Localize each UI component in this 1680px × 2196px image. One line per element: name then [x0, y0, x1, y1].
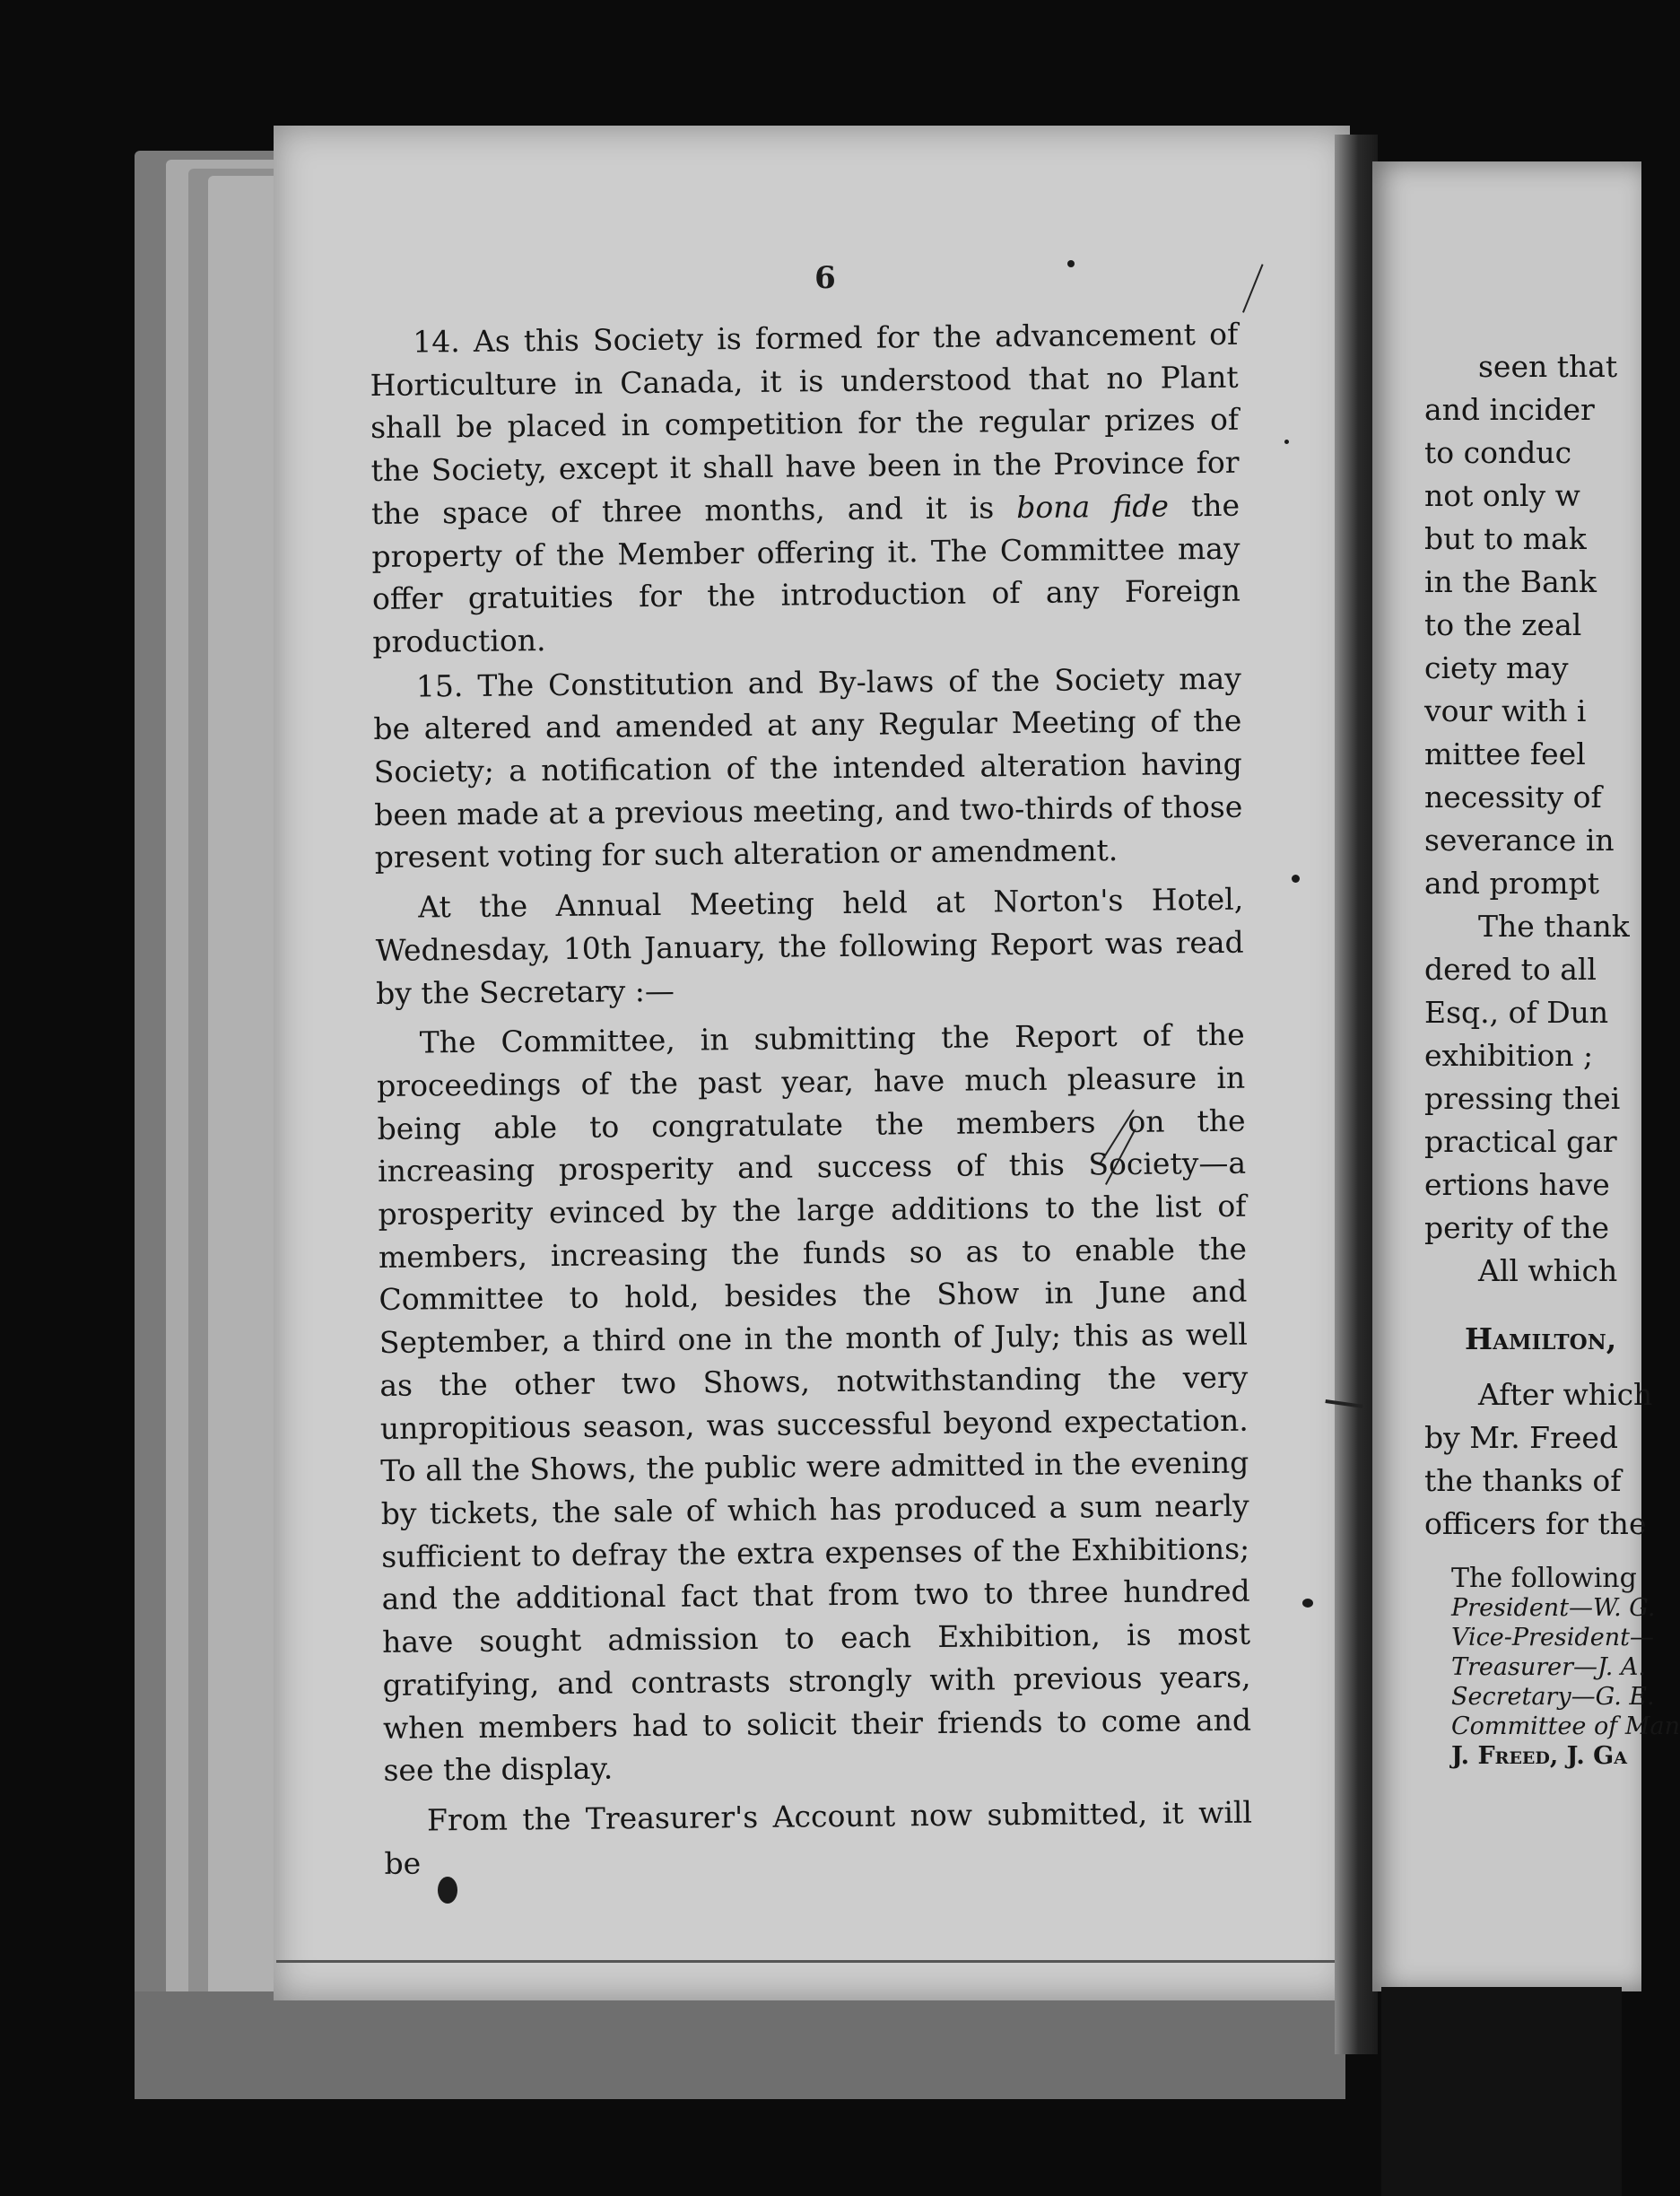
page-bottom-rule	[276, 1960, 1344, 1963]
facing-line: practical gar	[1424, 1124, 1617, 1159]
book-bottom-edge	[135, 1991, 1345, 2099]
facing-line: The thank	[1478, 909, 1630, 944]
facing-line: After which	[1478, 1377, 1653, 1412]
bylaw-15: 15. The Constitution and By-laws of the Society may be altered and amended at any Regular Meeting of the Society; a notification of the intended alteration having been made at a previous meeting, and two-thirds of those present voting for such alteration or amendment.	[373, 660, 1243, 876]
facing-line: dered to all	[1424, 952, 1597, 987]
page-body	[370, 313, 1253, 1887]
officers-line: The following	[1451, 1563, 1637, 1594]
facing-line: Esq., of Dun	[1424, 995, 1609, 1030]
facing-page-text	[1424, 345, 1680, 1771]
facing-line: not only w	[1424, 478, 1580, 513]
facing-line: to the zeal	[1424, 607, 1582, 642]
facing-line: and prompt	[1424, 866, 1599, 901]
facing-line: but to mak	[1424, 521, 1587, 556]
facing-line: officers for the	[1424, 1506, 1647, 1541]
officers-line: Treasurer—J. A.	[1451, 1653, 1647, 1681]
officers-line: President—W. G.	[1451, 1594, 1656, 1622]
facing-line: exhibition ;	[1424, 1038, 1594, 1073]
bylaw-14	[370, 313, 1241, 664]
committee-report-paragraph: The Committee, in submitting the Report of the proceedings of the past year, have much pleasure in being able to congratulate the members on the increasing prosperity and success of this Society—a prosperity evinced by the large additions to the list of members, increasing the funds so as to enable the Committee to hold, besides the Show in June and September, a third one in the month of July; this as well as the other two Shows, notwithstanding the very unpropitious season, was successful beyond expectation. To all the Shows, the public were admitted in the evening by tickets, the sale of which has produced a sum nearly sufficient to defray the extra expenses of the Exhibitions; and the additional fact that from two to three hundred have sought admission to each Exhibition, is most gratifying, and contrasts strongly with previous years, when members had to solicit their friends to come and see the display.	[376, 1016, 1252, 1789]
facing-heading: Hamilton,	[1465, 1321, 1617, 1356]
facing-line: perity of the	[1424, 1210, 1609, 1245]
ink-speck	[1284, 440, 1289, 444]
annual-meeting-paragraph: At the Annual Meeting held at Norton's Hotel, Wednesday, 10th January, the following Report was read by the Secretary :—	[375, 881, 1244, 1011]
facing-line: in the Bank	[1424, 564, 1597, 599]
facing-line: by Mr. Freed	[1424, 1420, 1619, 1455]
bylaw-14-emphasis: bona fide	[1016, 488, 1170, 525]
facing-page-shadow	[1381, 1987, 1622, 2196]
facing-line: vour with i	[1424, 693, 1587, 728]
facing-line: ciety may	[1424, 650, 1569, 685]
ink-blot	[438, 1877, 457, 1904]
facing-line: All which	[1478, 1253, 1618, 1288]
bylaw-14-text-b: the property of the Member offering it. The Committee may offer gratuities for the introduction of any Foreign production.	[371, 487, 1241, 659]
bylaw-14-text-a: 14. As this Society is formed for the advancement of Horticulture in Canada, it is understood that no Plant shall be placed in competition for the regular prizes of the Society, except it shall have been in the Province for the space of three months, and it is	[370, 316, 1240, 531]
facing-line: severance in	[1424, 823, 1615, 858]
ink-speck	[1302, 1599, 1313, 1608]
facing-line: necessity of	[1424, 780, 1602, 815]
officers-line: Secretary—G. E.	[1451, 1683, 1655, 1711]
facing-line: the thanks of	[1424, 1463, 1622, 1498]
book-gutter	[1335, 135, 1378, 2054]
facing-line: pressing thei	[1424, 1081, 1621, 1116]
facing-line: ertions have	[1424, 1167, 1610, 1202]
officers-line: Vice-President—	[1451, 1624, 1654, 1651]
ink-speck	[1292, 875, 1300, 883]
facing-line: mittee feel	[1424, 736, 1586, 771]
facing-line: seen that	[1478, 349, 1618, 384]
treasurer-paragraph: From the Treasurer's Account now submitted, it will be	[384, 1794, 1253, 1881]
page-number: 6	[814, 260, 836, 296]
facing-line: and incider	[1424, 392, 1595, 427]
officers-line: J. Freed, J. Ga	[1451, 1742, 1627, 1770]
officers-line: Committee of Man	[1451, 1712, 1680, 1740]
ink-speck	[1067, 260, 1075, 267]
facing-line: to conduc	[1424, 435, 1572, 470]
